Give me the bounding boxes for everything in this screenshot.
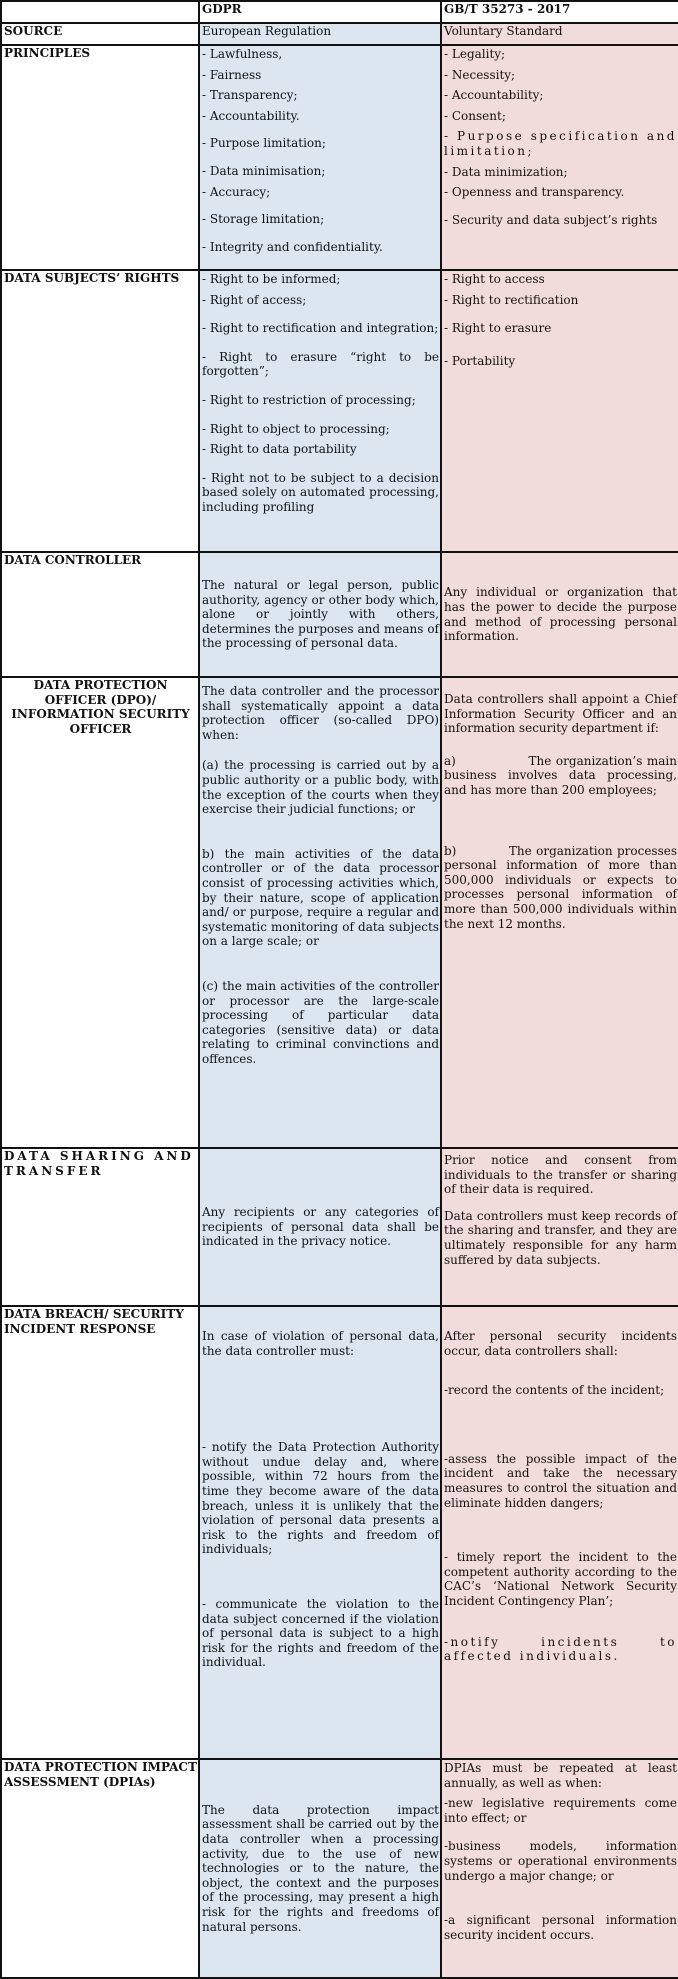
cell-text: -a significant personal information security incident occurs. [444, 1913, 677, 1942]
cell-text: (a) the processing is carried out by a public authority or a public body, with the exception of the courts when they exercise their judicial functions; or [202, 758, 439, 817]
list-item: - Right of access; [202, 292, 307, 307]
list-item: - Storage limitation; [202, 212, 325, 227]
list-item: - Legality; [444, 47, 506, 61]
cell-text: -new legislative requirements come into effect; or [444, 1796, 677, 1825]
cell-text: (c) the main activities of the controller or processor are the large-scale processing of particular data categories (sensitive data) or data relating to criminal convinctions and offences. [202, 978, 439, 1066]
row-label: SOURCE [1, 23, 199, 45]
cell-text: -record the contents of the incident; [444, 1383, 665, 1398]
cell-text: a) The organization’s main business involves data processing, and has more than 200 employees; [444, 753, 677, 797]
cell-text: After personal security incidents occur, data controllers shall: [444, 1329, 677, 1358]
row-label: DATA SHARING AND TRANSFER [1, 1148, 199, 1306]
cell-text: - timely report the incident to the competent authority according to the CAC’s ‘National Network Security Incident Contingency Plan’; [444, 1550, 677, 1608]
row-label: DATA CONTROLLER [1, 552, 199, 677]
cell-text: Any recipients or any categories of recipients of personal data shall be indicated in the privacy notice. [202, 1205, 439, 1249]
list-item: - Right to data portability [202, 442, 357, 457]
gdpr-cell [199, 23, 441, 45]
row-principles [1, 45, 678, 270]
list-item: - Right to object to processing; [202, 421, 390, 436]
list-item: - Accountability; [444, 88, 544, 103]
row-label: DATA PROTECTION IMPACT ASSESSMENT (DPIAs) [1, 1759, 199, 1978]
list-item: - Portability [444, 353, 516, 368]
list-item: - Consent; [444, 108, 506, 123]
row-data-subjects-rights [1, 270, 678, 552]
cell-text: -business models, information systems or operational environments undergo a major change; or [444, 1839, 677, 1883]
gdpr-cell [199, 270, 441, 552]
row-data-sharing [1, 1148, 678, 1306]
gb-cell [441, 677, 678, 1148]
cell-text: The natural or legal person, public authority, agency or other body which, alone or jointly with others, determines the purposes and means of the processing of personal data. [202, 578, 439, 651]
header-row [1, 1, 678, 23]
gdpr-cell [199, 1148, 441, 1306]
cell-text: DPIAs must be repeated at least annually, as well as when: [444, 1761, 677, 1790]
row-data-controller [1, 552, 678, 677]
cell-text: -assess the possible impact of the incident and take the necessary measures to control the situation and eliminate hidden dangers; [444, 1451, 677, 1510]
gdpr-cell [199, 677, 441, 1148]
cell-text: In case of violation of personal data, the data controller must: [202, 1329, 439, 1358]
gb-cell [441, 23, 678, 45]
gdpr-cell [199, 1759, 441, 1978]
cell-text: -notify incidents to affected individuals. [444, 1634, 677, 1664]
gb-cell [441, 1759, 678, 1978]
list-item: - Necessity; [444, 67, 516, 82]
cell-text: The data controller and the processor shall systematically appoint a data protection officer (so-called DPO) when: [202, 684, 439, 742]
gb-cell [441, 1148, 678, 1306]
row-dpia [1, 1759, 678, 1978]
list-item: - Openness and transparency. [444, 185, 625, 200]
row-label: DATA PROTECTION OFFICER (DPO)/ INFORMATION SECURITY OFFICER [1, 677, 199, 1148]
list-item: - Integrity and confidentiality. [202, 239, 383, 254]
row-label: DATA BREACH/ SECURITY INCIDENT RESPONSE [1, 1306, 199, 1759]
cell-text: Data controllers shall appoint a Chief Information Security Officer and an information security department if: [444, 692, 677, 736]
list-item: - Right to rectification [444, 292, 579, 307]
cell-text: b) The organization processes personal information of more than 500,000 individuals or expects to processes personal information of more than 500,000 individuals within the next 12 months. [444, 843, 677, 931]
gb-cell [441, 45, 678, 270]
list-item: - Right to be informed; [202, 272, 341, 286]
cell-text: - communicate the violation to the data subject concerned if the violation of personal data is subject to a high risk for the rights and freedom of the individual. [202, 1596, 439, 1670]
cell-text: Data controllers must keep records of the sharing and transfer, and they are ultimately responsible for any harm suffered by data subjects. [444, 1208, 677, 1267]
cell-text: Prior notice and consent from individuals to the transfer or sharing of their data is required. [444, 1153, 677, 1197]
list-item: - Accuracy; [202, 184, 271, 199]
list-item: - Transparency; [202, 88, 298, 103]
row-source [1, 23, 678, 45]
gb-cell [441, 270, 678, 552]
list-item: - Data minimisation; [202, 163, 326, 178]
row-data-breach [1, 1306, 678, 1759]
row-label: PRINCIPLES [1, 45, 199, 270]
gdpr-cell [199, 552, 441, 677]
list-item: - Right to rectification and integration; [202, 321, 439, 336]
list-item: - Fairness [202, 67, 262, 82]
gdpr-cell [199, 1306, 441, 1759]
cell-text: European Regulation [202, 24, 332, 38]
list-item: - Purpose limitation; [202, 136, 326, 151]
cell-text: - notify the Data Protection Authority without undue delay and, where possible, within 72 hours from the time they become aware of the data breach, unless it is unlikely that the violation of personal data presents a risk to the rights and freedom of individuals; [202, 1440, 439, 1557]
row-dpo [1, 677, 678, 1148]
header-gdpr: GDPR [199, 1, 441, 23]
header-empty-cell [1, 1, 199, 23]
list-item: - Right to erasure “right to be forgotten”; [202, 349, 439, 379]
list-item: - Data minimization; [444, 164, 568, 179]
cell-text: b) the main activities of the data controller or of the data processor consist of processing activities which, by their nature, scope of application and/ or purpose, require a regular and systematic monitoring of data subjects on a large scale; or [202, 846, 439, 949]
header-gb: GB/T 35273 - 2017 [441, 1, 678, 23]
row-label: DATA SUBJECTS’ RIGHTS [1, 270, 199, 552]
cell-text: Voluntary Standard [444, 24, 563, 38]
cell-text: Any individual or organization that has the power to decide the purpose and method of processing personal information. [444, 585, 677, 644]
list-item: - Right not to be subject to a decision based solely on automated processing, including profiling [202, 470, 439, 514]
list-item: - Right to erasure [444, 321, 552, 336]
list-item: - Right to access [444, 272, 545, 286]
gdpr-cell [199, 45, 441, 270]
list-item: - Accountability. [202, 108, 300, 123]
list-item: - Purpose specification and limitation; [444, 129, 677, 158]
gb-cell [441, 552, 678, 677]
gb-cell [441, 1306, 678, 1759]
list-item: - Lawfulness, [202, 47, 283, 61]
cell-text: The data protection impact assessment shall be carried out by the data controller when a processing activity, due to the use of new technologies or to the nature, the object, the context and the purposes of the processing, may present a high risk for the rights and freedoms of natural persons. [202, 1802, 439, 1934]
list-item: - Security and data subject’s rights [444, 212, 658, 227]
list-item: - Right to restriction of processing; [202, 392, 416, 407]
